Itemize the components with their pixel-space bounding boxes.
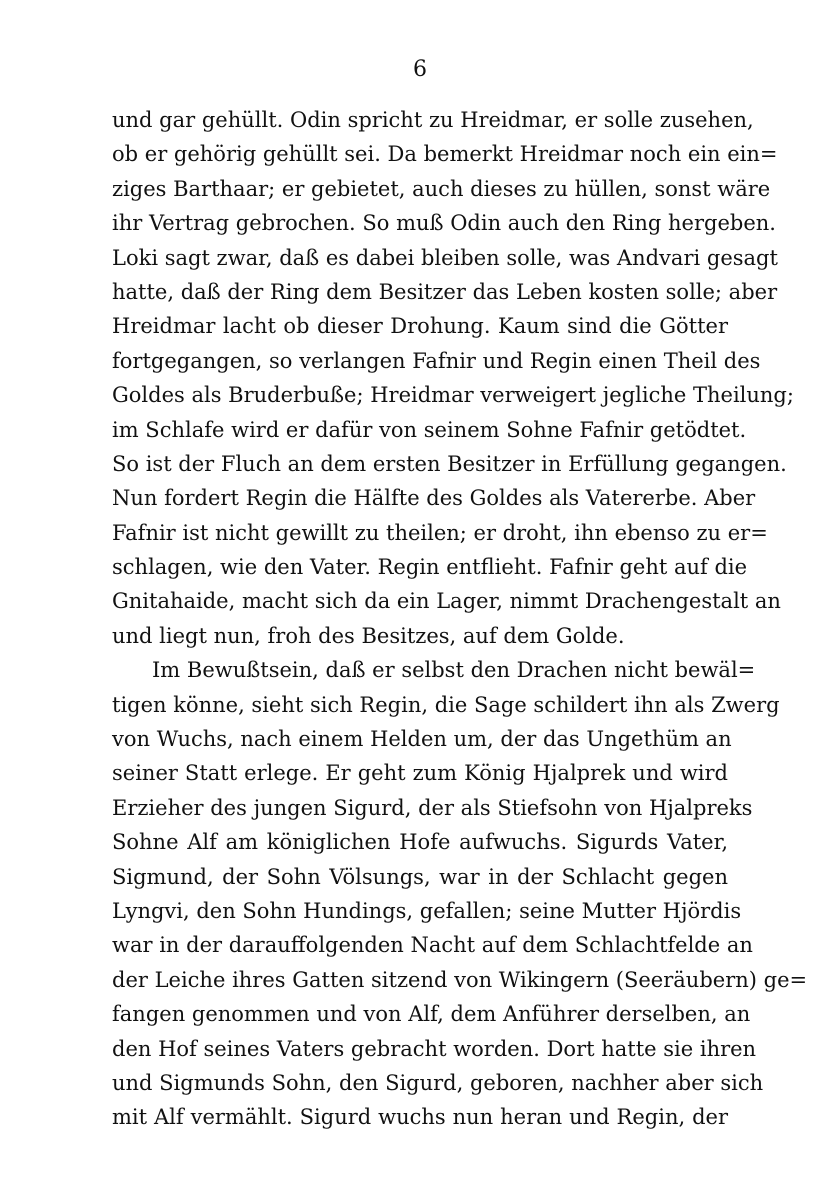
text-line: und Sigmunds Sohn, den Sigurd, geboren, nachher aber sich	[112, 1070, 764, 1095]
text-line: der Leiche ihres Gatten sitzend von Wikingern (Seeräubern) ge=	[112, 967, 808, 992]
text-line: von Wuchs, nach einem Helden um, der das Ungethüm an	[112, 727, 732, 752]
text-line: Goldes als Bruderbuße; Hreidmar verweigert jegliche Theilung;	[112, 383, 794, 408]
body-text	[112, 103, 808, 1135]
text-line: war in der darauffolgenden Nacht auf dem Schlachtfelde an	[112, 933, 753, 958]
text-line: Nun fordert Regin die Hälfte des Goldes als Vatererbe. Aber	[112, 486, 756, 511]
paragraph-1	[112, 103, 794, 653]
text-line: tigen könne, sieht sich Regin, die Sage schildert ihn als Zwerg	[112, 692, 780, 717]
text-line: und gar gehüllt. Odin spricht zu Hreidmar, er solle zusehen,	[112, 108, 754, 132]
text-line: seiner Statt erlege. Er geht zum König Hjalprek und wird	[112, 761, 728, 786]
text-line: schlagen, wie den Vater. Regin entflieht. Fafnir geht auf die	[112, 555, 748, 580]
text-line: Sigmund, der Sohn Völsungs, war in der Schlacht gegen	[112, 864, 728, 889]
text-line: Lyngvi, den Sohn Hundings, gefallen; seine Mutter Hjördis	[112, 898, 742, 923]
text-line: Erzieher des jungen Sigurd, der als Stiefsohn von Hjalpreks	[112, 795, 753, 820]
text-line: ziges Barthaar; er gebietet, auch dieses zu hüllen, sonst wäre	[112, 176, 771, 201]
text-line: Im Bewußtsein, daß er selbst den Drachen nicht bewäl=	[152, 658, 756, 683]
text-line: Fafnir ist nicht gewillt zu theilen; er droht, ihn ebenso zu er=	[112, 520, 768, 545]
text-line: So ist der Fluch an dem ersten Besitzer in Erfüllung gegangen.	[112, 451, 787, 476]
page-number: 6	[413, 57, 427, 82]
paragraph-2	[112, 653, 808, 1134]
text-line: den Hof seines Vaters gebracht worden. Dort hatte sie ihren	[112, 1036, 757, 1061]
text-line: Loki sagt zwar, daß es dabei bleiben solle, was Andvari gesagt	[112, 245, 778, 270]
text-line: fortgegangen, so verlangen Fafnir und Regin einen Theil des	[112, 348, 761, 373]
text-line: ihr Vertrag gebrochen. So muß Odin auch den Ring hergeben.	[112, 211, 776, 236]
text-line: Gnitahaide, macht sich da ein Lager, nimmt Drachengestalt an	[112, 589, 781, 614]
text-line: und liegt nun, froh des Besitzes, auf dem Golde.	[112, 623, 625, 648]
text-line: Hreidmar lacht ob dieser Drohung. Kaum sind die Götter	[112, 314, 728, 339]
text-line: Sohne Alf am königlichen Hofe aufwuchs. Sigurds Vater,	[112, 830, 728, 855]
text-line: ob er gehörig gehüllt sei. Da bemerkt Hreidmar noch ein ein=	[112, 142, 778, 167]
text-line: fangen genommen und von Alf, dem Anführer derselben, an	[112, 1002, 751, 1027]
text-line: mit Alf vermählt. Sigurd wuchs nun heran und Regin, der	[112, 1105, 728, 1130]
text-line: hatte, daß der Ring dem Besitzer das Leben kosten solle; aber	[112, 279, 778, 304]
text-line: im Schlafe wird er dafür von seinem Sohne Fafnir getödtet.	[112, 417, 747, 442]
